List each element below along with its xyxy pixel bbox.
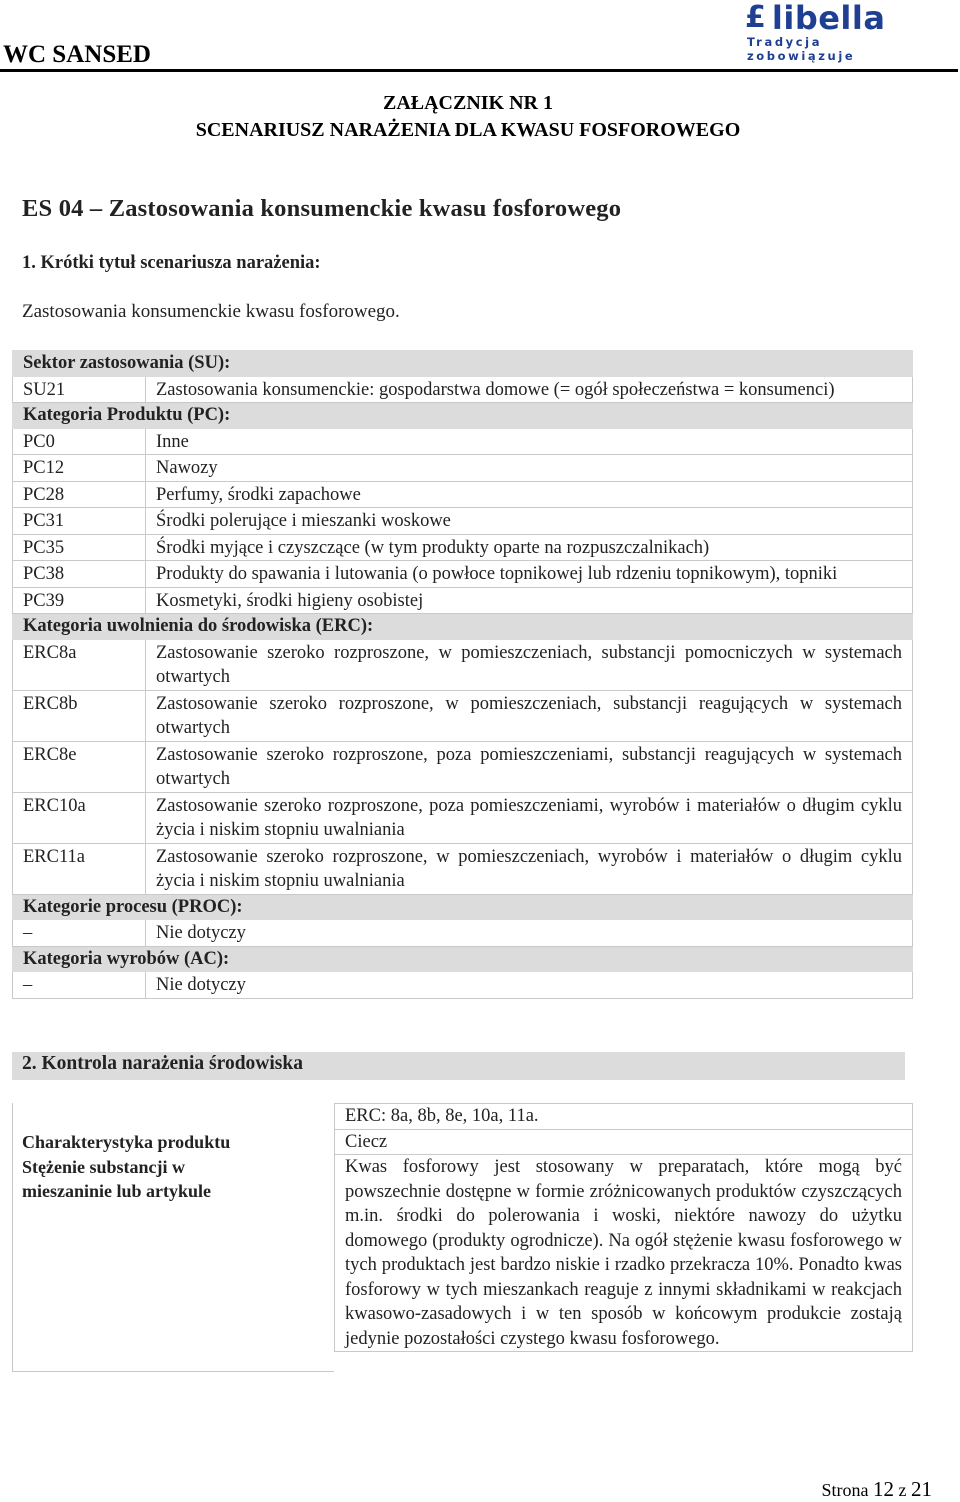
code-cell: PC38: [13, 561, 146, 588]
description-cell: Zastosowanie szeroko rozproszone, w pomieszczeniach, substancji reagujących w systemach otwartych: [146, 690, 913, 741]
libella-logo: [745, 0, 930, 63]
erc-value: ERC: 8a, 8b, 8e, 10a, 11a.: [335, 1104, 913, 1130]
page-of: z: [898, 1480, 907, 1500]
code-cell: PC35: [13, 534, 146, 561]
description-cell: Zastosowanie szeroko rozproszone, poza pomieszczeniami, wyrobów i materiałów o długim cyklu życia i niskim stopniu uwalniania: [146, 792, 913, 843]
section-row: [13, 946, 913, 972]
description-cell: Zastosowania konsumenckie: gospodarstwa domowe (= ogół społeczeństwa = konsumenci): [146, 376, 913, 403]
description-cell: Zastosowanie szeroko rozproszone, w pomieszczeniach, substancji pomocniczych w systemach otwartych: [146, 639, 913, 690]
company-name: WC SANSED: [3, 41, 151, 68]
table-row: [13, 561, 913, 588]
section-heading: Kategoria uwolnienia do środowiska (ERC):: [13, 614, 913, 640]
code-cell: ERC10a: [13, 792, 146, 843]
code-cell: ERC8e: [13, 741, 146, 792]
es-heading: ES 04 – Zastosowania konsumenckie kwasu fosforowego: [22, 195, 622, 222]
logo-tagline: Tradycja zobowiązuje: [747, 35, 856, 63]
product-characteristics-table: [334, 1103, 913, 1352]
table-row: [13, 639, 913, 690]
code-cell: –: [13, 920, 146, 947]
code-cell: PC31: [13, 508, 146, 535]
table-row: [13, 741, 913, 792]
description-cell: Nawozy: [146, 455, 913, 482]
code-cell: SU21: [13, 376, 146, 403]
page-word: Strona: [821, 1480, 869, 1500]
code-cell: ERC11a: [13, 843, 146, 894]
table-row: [13, 455, 913, 482]
table-row: [13, 792, 913, 843]
section1-title: 1. Krótki tytuł scenariusza narażenia:: [22, 253, 321, 273]
page-current: 12: [873, 1477, 894, 1501]
section2-header: [12, 1052, 905, 1080]
table-row: [13, 428, 913, 455]
concentration-label-2: mieszaninie lub artykule: [22, 1181, 212, 1201]
concentration-value: Kwas fosforowy jest stosowany w preparatach, które mogą być powszechnie dostępne w formie zróżnicowanych produktów czyszczących m.in. środki do polerowania i woski, niektóre nawozy do użytku domowego (produkty ogrodnicze). Na ogół stężenie kwasu fosforowego w tych produktach jest bardzo niskie i rzadko przekracza 10%. Ponadto kwas fosforowy w tych mieszankach reaguje z innymi składnikami w reakcjach kwasowo-zasadowych i w ten sposób w końcowym produkcie zostają jedynie pozostałości czystego kwasu fosforowego.: [335, 1155, 913, 1352]
code-cell: PC0: [13, 428, 146, 455]
logo-mark-icon: £: [745, 0, 766, 35]
description-cell: Nie dotyczy: [146, 920, 913, 947]
code-cell: ERC8b: [13, 690, 146, 741]
section-heading: Sektor zastosowania (SU):: [13, 351, 913, 377]
table-row: [13, 920, 913, 947]
description-cell: Perfumy, środki zapachowe: [146, 481, 913, 508]
section2-title: 2. Kontrola narażenia środowiska: [22, 1053, 303, 1074]
description-cell: Nie dotyczy: [146, 972, 913, 999]
scenario-title: SCENARIUSZ NARAŻENIA DLA KWASU FOSFOROWEGO: [195, 119, 741, 141]
section-row: [13, 614, 913, 640]
description-cell: Produkty do spawania i lutowania (o powłoce topnikowej lub rdzeniu topnikowym), topniki: [146, 561, 913, 588]
logo-name: libella: [771, 0, 886, 37]
section-heading: Kategorie procesu (PROC):: [13, 894, 913, 920]
description-cell: Zastosowanie szeroko rozproszone, poza pomieszczeniami, substancji reagujących w systemach otwartych: [146, 741, 913, 792]
code-cell: –: [13, 972, 146, 999]
label-block: [22, 1130, 230, 1204]
code-cell: PC12: [13, 455, 146, 482]
table-row: [13, 587, 913, 614]
short-title-text: Zastosowania konsumenckie kwasu fosforowego.: [22, 301, 400, 322]
page-number: [822, 1477, 933, 1502]
code-cell: PC28: [13, 481, 146, 508]
table-row: [13, 376, 913, 403]
page-total: 21: [911, 1477, 932, 1501]
use-descriptor-table: [12, 350, 913, 999]
table-row: [13, 534, 913, 561]
section-row: [13, 351, 913, 377]
description-cell: Środki polerujące i mieszanki woskowe: [146, 508, 913, 535]
section-heading: Kategoria wyrobów (AC):: [13, 946, 913, 972]
description-cell: Kosmetyki, środki higieny osobistej: [146, 587, 913, 614]
section-row: [13, 894, 913, 920]
product-value: Ciecz: [335, 1129, 913, 1155]
header-rule: [0, 69, 958, 72]
section-row: [13, 403, 913, 429]
code-cell: ERC8a: [13, 639, 146, 690]
table-row: [13, 508, 913, 535]
section-heading: Kategoria Produktu (PC):: [13, 403, 913, 429]
concentration-label-1: Stężenie substancji w: [22, 1156, 185, 1177]
table-row: [13, 843, 913, 894]
table-row: [13, 972, 913, 999]
product-label: Charakterystyka produktu: [22, 1132, 231, 1152]
description-cell: Zastosowanie szeroko rozproszone, w pomieszczeniach, wyrobów i materiałów o długim cyklu życia i niskim stopniu uwalniania: [146, 843, 913, 894]
annex-title: ZAŁĄCZNIK NR 1: [382, 92, 554, 114]
table-row: [13, 690, 913, 741]
description-cell: Inne: [146, 428, 913, 455]
table-row: [13, 481, 913, 508]
description-cell: Środki myjące i czyszczące (w tym produkty oparte na rozpuszczalnikach): [146, 534, 913, 561]
code-cell: PC39: [13, 587, 146, 614]
